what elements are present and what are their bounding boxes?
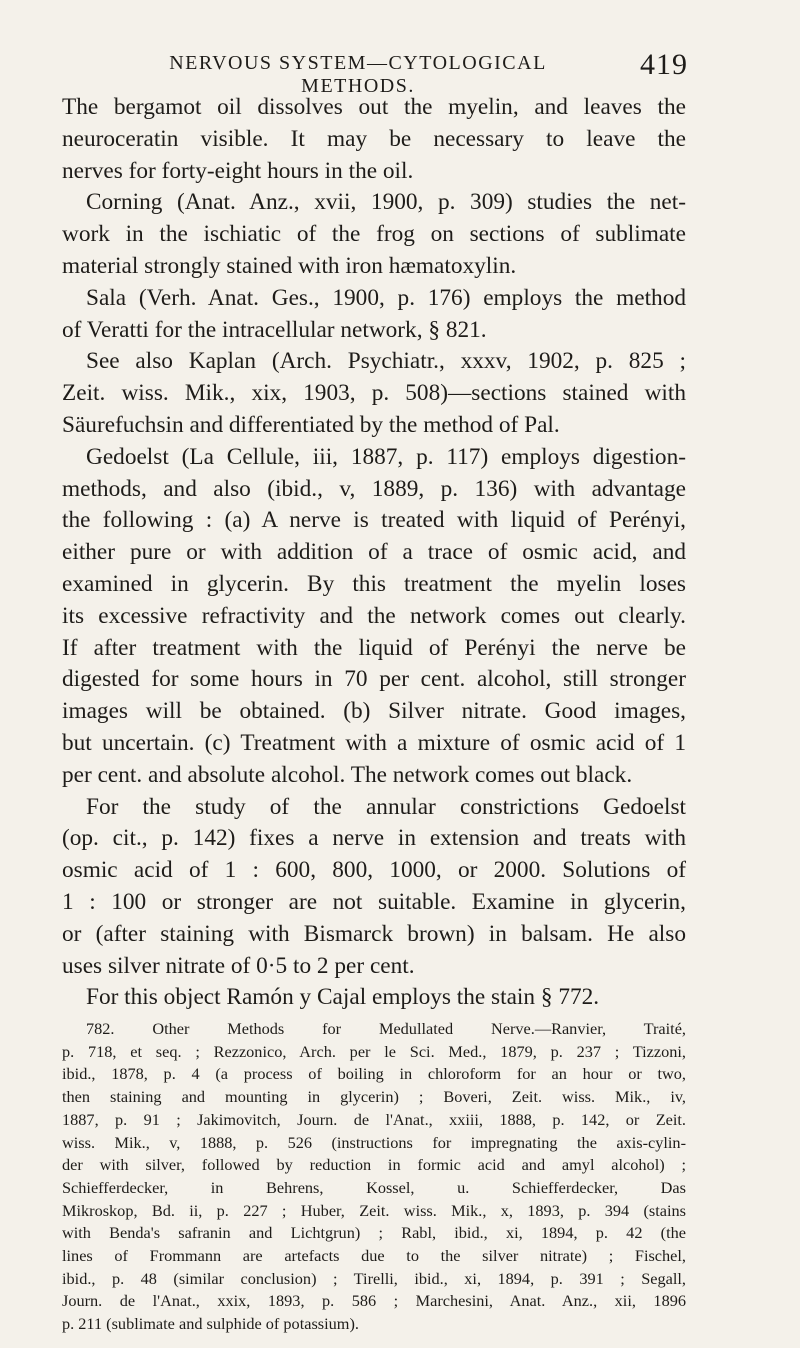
text-line: its excessive refractivity and the network comes out clearly. <box>62 602 686 629</box>
text-line: Gedoelst (La Cellule, iii, 1887, p. 117) employs digestion- <box>86 443 686 470</box>
text-line: The bergamot oil dissolves out the myelin, and leaves the <box>62 94 686 120</box>
text-line: methods, and also (ibid., v, 1889, p. 136) with advantage <box>62 475 686 502</box>
text-line: uses silver nitrate of 0·5 to 2 per cent. <box>62 952 415 979</box>
note-line: p. 211 (sublimate and sulphide of potassium). <box>62 1314 359 1334</box>
text-line: of Veratti for the intracellular network, § 821. <box>62 316 487 343</box>
note-line: 1887, p. 91 ; Jakimovitch, Journ. de l'Anat., xxiii, 1888, p. 142, or Zeit. <box>62 1109 686 1129</box>
text-line: neuroceratin visible. It may be necessary to leave the <box>62 125 686 152</box>
text-line: See also Kaplan (Arch. Psychiatr., xxxv, 1902, p. 825 ; <box>86 348 686 375</box>
text-line: nerves for forty-eight hours in the oil. <box>62 157 414 184</box>
text-line: If after treatment with the liquid of Perényi the nerve be <box>62 634 686 661</box>
text-line: For the study of the annular constrictions Gedoelst <box>86 793 686 820</box>
text-line: digested for some hours in 70 per cent. alcohol, still stronger <box>62 666 686 693</box>
text-line: material strongly stained with iron hæmatoxylin. <box>62 252 517 279</box>
note-line: then staining and mounting in glycerin) ; Boveri, Zeit. wiss. Mik., iv, <box>62 1087 686 1107</box>
text-line: Säurefuchsin and differentiated by the method of Pal. <box>62 411 560 438</box>
text-line: osmic acid of 1 : 600, 800, 1000, or 2000. Solutions of <box>62 857 686 884</box>
note-line: Mikroskop, Bd. ii, p. 227 ; Huber, Zeit. wiss. Mik., x, 1893, p. 394 (stains <box>62 1200 686 1220</box>
note-line: lines of Frommann are artefacts due to the silver nitrate) ; Fischel, <box>62 1245 686 1265</box>
text-line: work in the ischiatic of the frog on sections of sublimate <box>62 221 686 248</box>
note-line: 782. Other Methods for Medullated Nerve.—Ranvier, Traité, <box>86 1019 686 1039</box>
text-line: images will be obtained. (b) Silver nitrate. Good images, <box>62 698 686 725</box>
text-line: examined in glycerin. By this treatment the myelin loses <box>62 570 686 597</box>
section-782-notes <box>62 1018 686 1336</box>
text-line: per cent. and absolute alcohol. The network comes out black. <box>62 761 633 788</box>
note-line: p. 718, et seq. ; Rezzonico, Arch. per le Sci. Med., 1879, p. 237 ; Tizzoni, <box>62 1041 686 1061</box>
text-line: Corning (Anat. Anz., xvii, 1900, p. 309) studies the net- <box>86 189 686 216</box>
page-body <box>62 92 686 1336</box>
page-header <box>118 48 688 97</box>
note-line: Journ. de l'Anat., xxix, 1893, p. 586 ; Marchesini, Anat. Anz., xii, 1896 <box>62 1291 686 1311</box>
page-number: 419 <box>640 48 688 81</box>
text-line: 1 : 100 or stronger are not suitable. Examine in glycerin, <box>62 888 686 915</box>
running-title: NERVOUS SYSTEM—CYTOLOGICAL METHODS. <box>169 52 547 97</box>
note-line: ibid., p. 48 (similar conclusion) ; Tirelli, ibid., xi, 1894, p. 391 ; Segall, <box>62 1268 686 1288</box>
text-line: Zeit. wiss. Mik., xix, 1903, p. 508)—sections stained with <box>62 380 686 407</box>
note-line: der with silver, followed by reduction in formic acid and amyl alcohol) ; <box>62 1155 686 1175</box>
note-line: wiss. Mik., v, 1888, p. 526 (instructions for impregnating the axis-cylin- <box>62 1132 686 1152</box>
text-line: Sala (Verh. Anat. Ges., 1900, p. 176) employs the method <box>86 284 686 311</box>
text-line: either pure or with addition of a trace of osmic acid, and <box>62 539 686 566</box>
note-line: ibid., 1878, p. 4 (a process of boiling in chloroform for an hour or two, <box>62 1064 686 1084</box>
note-line: Schiefferdecker, in Behrens, Kossel, u. Schiefferdecker, Das <box>62 1177 686 1197</box>
text-line: the following : (a) A nerve is treated with liquid of Perényi, <box>62 507 686 534</box>
text-line: For this object Ramón y Cajal employs the stain § 772. <box>86 984 600 1011</box>
main-text <box>62 92 686 1014</box>
text-line: but uncertain. (c) Treatment with a mixture of osmic acid of 1 <box>62 729 686 756</box>
note-line: with Benda's safranin and Lichtgrun) ; Rabl, ibid., xi, 1894, p. 42 (the <box>62 1223 686 1243</box>
text-line: (op. cit., p. 142) fixes a nerve in extension and treats with <box>62 825 686 852</box>
text-line: or (after staining with Bismarck brown) in balsam. He also <box>62 920 686 947</box>
